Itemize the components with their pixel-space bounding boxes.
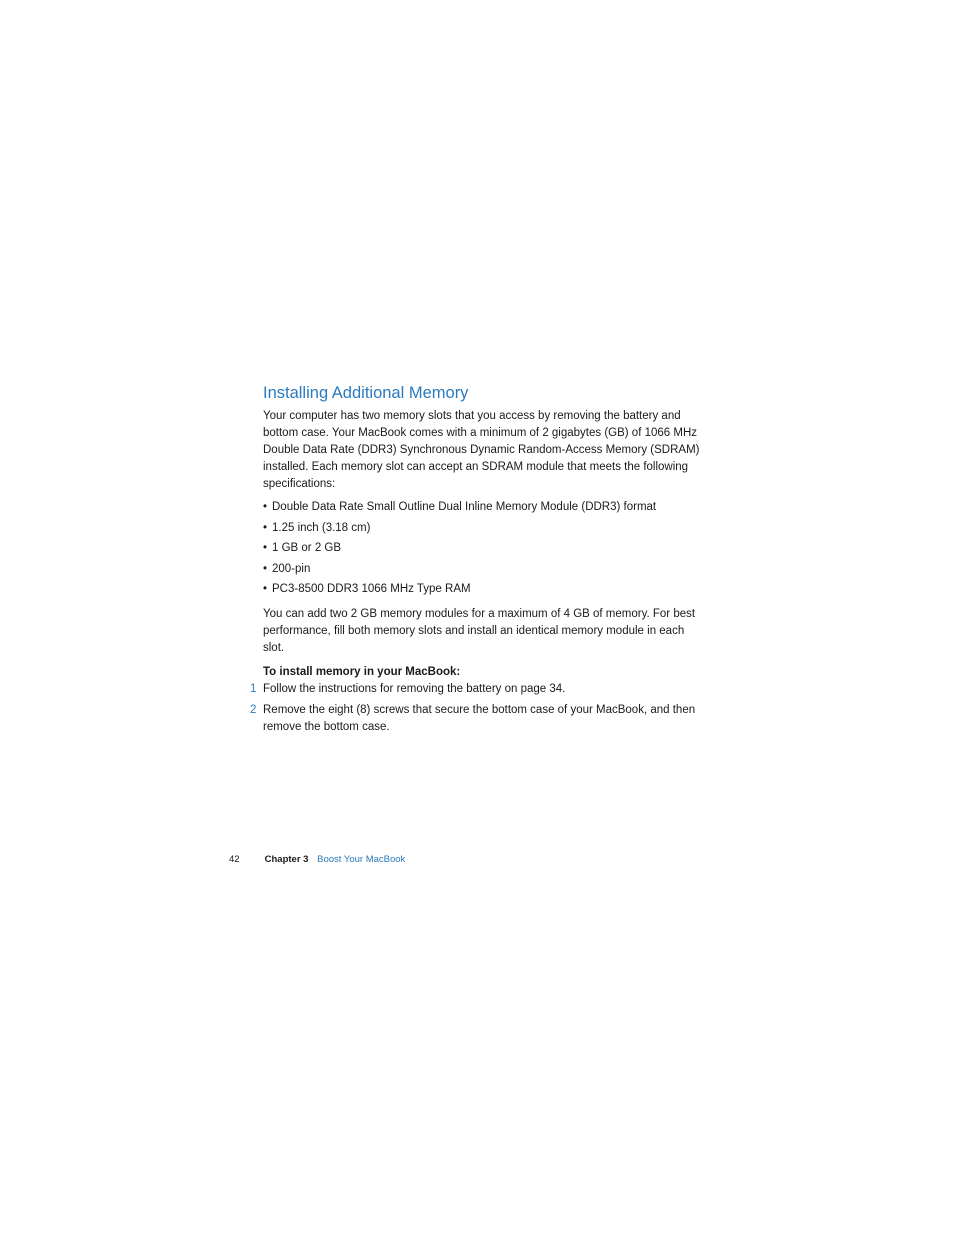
- step-item: [250, 681, 703, 698]
- section-content: [250, 382, 703, 740]
- list-item: [263, 520, 703, 537]
- spec-text: Double Data Rate Small Outline Dual Inline Memory Module (DDR3) format: [272, 501, 657, 514]
- step-number: 2: [250, 704, 257, 716]
- spec-text: PC3-8500 DDR3 1066 MHz Type RAM: [272, 583, 471, 596]
- steps-heading: To install memory in your MacBook:: [263, 666, 461, 679]
- bullet-icon: •: [263, 521, 268, 534]
- step-number: 1: [250, 683, 257, 696]
- intro-paragraph: Your computer has two memory slots that you access by removing the battery and bottom case. Your MacBook comes with a minimum of 2 gigabytes (GB) of 1066 MHz Double Data Rate (DDR3) Synchronous Dynamic Random-Access Memory (SDRAM) installed. Each memory slot can accept an SDRAM module that meets the following specifications:: [263, 410, 700, 491]
- page-number: 42: [229, 854, 240, 865]
- list-item: [263, 540, 703, 557]
- spec-list: [263, 499, 703, 598]
- performance-paragraph: You can add two 2 GB memory modules for a maximum of 4 GB of memory. For best performance, fill both memory slots and install an identical memory module in each slot.: [263, 608, 696, 655]
- step-item: [250, 702, 703, 736]
- step-text: Follow the instructions for removing the battery on page 34.: [263, 683, 566, 696]
- spec-text: 1 GB or 2 GB: [272, 542, 342, 555]
- bullet-icon: •: [263, 562, 268, 575]
- section-title: Installing Additional Memory: [263, 384, 469, 402]
- install-steps: [250, 681, 703, 736]
- list-item: [263, 581, 703, 598]
- spec-text: 200-pin: [272, 562, 311, 575]
- bullet-icon: •: [263, 501, 268, 514]
- step-text: Remove the eight (8) screws that secure the bottom case of your MacBook, and then remove the bottom case.: [263, 704, 696, 734]
- list-item: [263, 561, 703, 578]
- list-item: [263, 499, 703, 516]
- spec-text: 1.25 inch (3.18 cm): [272, 521, 371, 534]
- chapter-title: Boost Your MacBook: [317, 854, 406, 865]
- bullet-icon: •: [263, 542, 268, 555]
- chapter-label: Chapter 3: [264, 854, 309, 865]
- bullet-icon: •: [263, 583, 268, 596]
- page-footer: [229, 853, 405, 867]
